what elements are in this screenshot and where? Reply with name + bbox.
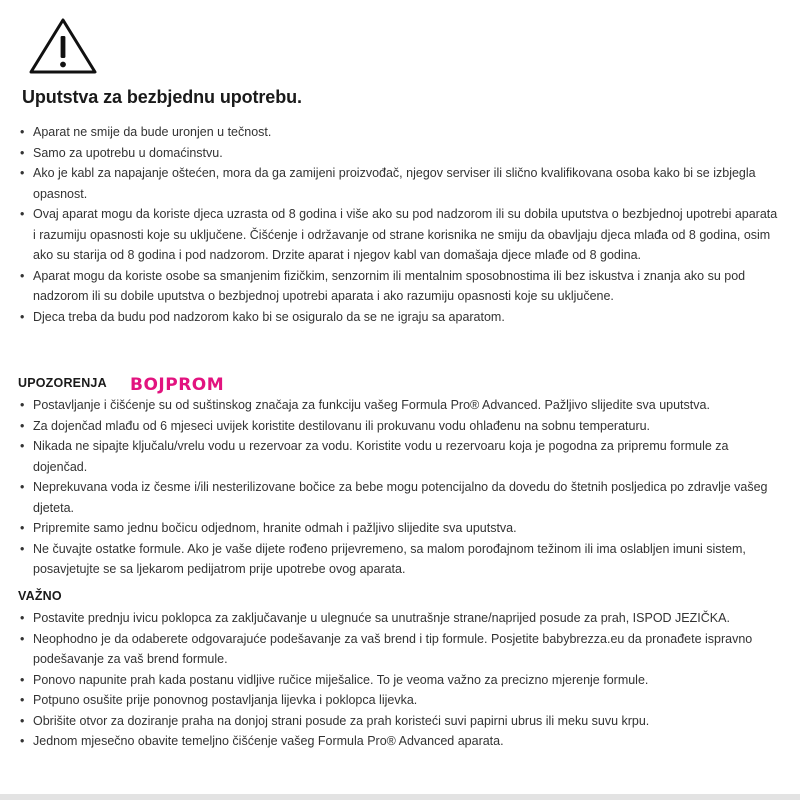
list-item: • Potpuno osušite prije ponovnog postavljanja lijevka i poklopca lijevka. — [18, 690, 778, 711]
list-item: • Ovaj aparat mogu da koriste djeca uzrasta od 8 godina i više ako su pod nadzorom ili su dobila uputstva o bezbjednoj upotrebi aparata i razumiju opasnosti koje su uključene. Čišćenje i održavanje od strane korisnika ne smiju da obavljaju djeca mlađa od 8 godina, osim ako su starija od 8 godina i pod nadzorom. Drzite aparat i njegov kabl van domašaja djece mlađe od 8 godina. — [18, 204, 778, 266]
list-item: • Ako je kabl za napajanje oštećen, mora da ga zamijeni proizvođač, njegov serviser ili slično kvalifikovana osoba kako bi se izbjegla opasnost. — [18, 163, 778, 204]
important-list — [18, 608, 778, 752]
list-item: • Ponovo napunite prah kada postanu vidljive ručice miješalice. To je veoma važno za precizno mjerenje formule. — [18, 670, 778, 691]
brand-stamp: BOJPROM — [130, 375, 225, 395]
list-item: • Nikada ne sipajte ključalu/vrelu vodu u rezervoar za vodu. Koristite vodu u rezervoaru koja je pogodna za pripremu formule za dojenčad. — [18, 436, 778, 477]
page-title: Uputstva za bezbjednu upotrebu. — [22, 87, 302, 107]
warnings-heading: UPOZORENJA — [18, 376, 107, 390]
bottom-divider — [0, 794, 800, 800]
warnings-section — [18, 376, 778, 580]
safety-list — [18, 122, 778, 327]
list-item: • Aparat ne smije da bude uronjen u tečnost. — [18, 122, 778, 143]
list-item: • Samo za upotrebu u domaćinstvu. — [18, 143, 778, 164]
important-heading: VAŽNO — [18, 589, 62, 603]
warnings-list — [18, 395, 778, 580]
list-item: • Neophodno je da odaberete odgovarajuće podešavanje za vaš brend i tip formule. Posjetite babybrezza.eu da pronađete ispravno podešavanje za vaš brend formule. — [18, 629, 778, 670]
list-item: • Postavite prednju ivicu poklopca za zaključavanje u ulegnuće sa unutrašnje strane/naprijed posude za prah, ISPOD JEZIČKA. — [18, 608, 778, 629]
list-item: • Obrišite otvor za doziranje praha na donjoj strani posude za prah koristeći suvi papirni ubrus ili meku suvu krpu. — [18, 711, 778, 732]
list-item: • Djeca treba da budu pod nadzorom kako bi se osiguralo da se ne igraju sa aparatom. — [18, 307, 778, 328]
list-item: • Ne čuvajte ostatke formule. Ako je vaše dijete rođeno prijevremeno, sa malom porođajnom težinom ili ima oslabljen imuni sistem, posavjetujte se sa ljekarom pedijatrom prije upotrebe ovog aparata. — [18, 539, 778, 580]
warning-triangle-icon — [27, 16, 99, 76]
list-item: • Jednom mjesečno obavite temeljno čišćenje vašeg Formula Pro® Advanced aparata. — [18, 731, 778, 752]
list-item: • Neprekuvana voda iz česme i/ili nesterilizovane bočice za bebe mogu potencijalno da dovedu do štetnih posljedica po zdravlje vašeg djeteta. — [18, 477, 778, 518]
safety-section — [18, 122, 778, 327]
list-item: • Aparat mogu da koriste osobe sa smanjenim fizičkim, senzornim ili mentalnim sposobnostima ili bez iskustva i znanja ako su pod nadzorom ili su dobile uputstva o bezbjednoj upotrebi aparata i ako razumiju opasnosti koje su uključene. — [18, 266, 778, 307]
list-item: • Postavljanje i čišćenje su od suštinskog značaja za funkciju vašeg Formula Pro® Advanced. Pažljivo slijedite sva uputstva. — [18, 395, 778, 416]
list-item: • Za dojenčad mlađu od 6 mjeseci uvijek koristite destilovanu ili prokuvanu vodu ohlađenu na sobnu temperaturu. — [18, 416, 778, 437]
important-section — [18, 589, 778, 752]
list-item: • Pripremite samo jednu bočicu odjednom, hranite odmah i pažljivo slijedite sva uputstva. — [18, 518, 778, 539]
